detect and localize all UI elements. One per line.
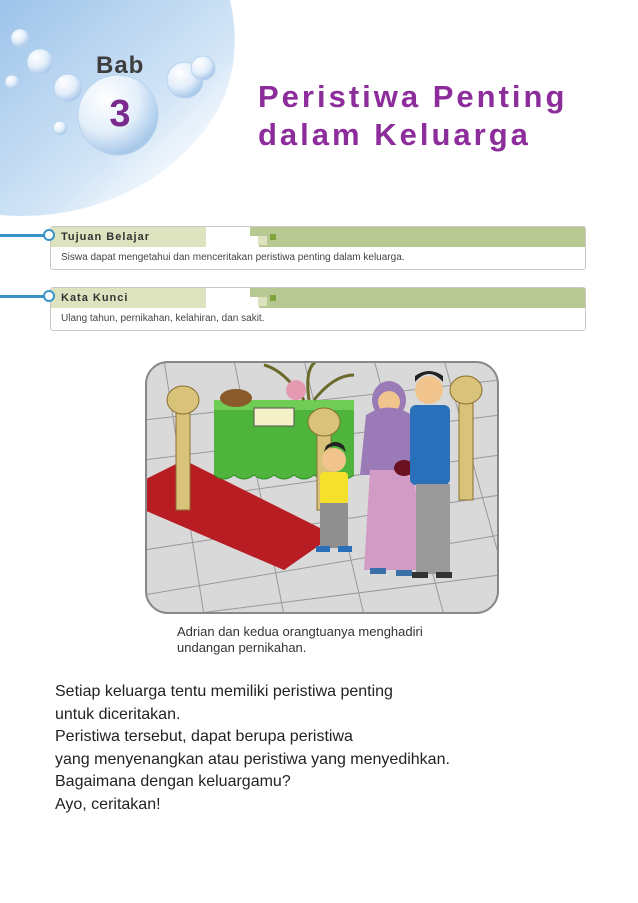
paragraph-line: untuk diceritakan. bbox=[55, 705, 181, 723]
keywords-text: Ulang tahun, pernikahan, kelahiran, dan sakit. bbox=[61, 313, 265, 324]
keywords-heading: Kata Kunci bbox=[51, 288, 206, 308]
page-title bbox=[258, 78, 567, 154]
paragraph-line: Peristiwa tersebut, dapat berupa peristiwa bbox=[55, 728, 353, 745]
ring-bullet-icon bbox=[43, 229, 55, 241]
paragraph-line: Ayo, ceritakan! bbox=[55, 795, 161, 813]
title-line-1: Peristiwa Penting bbox=[258, 79, 568, 114]
caption-line-1: Adrian dan kedua orangtuanya menghadiri bbox=[177, 624, 423, 639]
body-paragraph bbox=[55, 681, 450, 816]
learning-goal-text: Siswa dapat mengetahui dan menceritakan peristiwa penting dalam keluarga. bbox=[61, 252, 405, 263]
family-wedding-illustration bbox=[144, 360, 500, 615]
learning-goal-box bbox=[50, 226, 586, 270]
paragraph-line: yang menyenangkan atau peristiwa yang menyedihkan. bbox=[55, 750, 450, 768]
illustration-caption bbox=[177, 624, 497, 656]
chapter-number: 3 bbox=[109, 93, 131, 135]
ring-bullet-icon bbox=[43, 290, 55, 302]
paragraph-line: Setiap keluarga tentu memiliki peristiwa penting bbox=[55, 683, 393, 700]
learning-goal-heading: Tujuan Belajar bbox=[51, 227, 206, 247]
caption-line-2: undangan pernikahan. bbox=[177, 640, 307, 655]
title-line-2: dalam Keluarga bbox=[258, 117, 531, 152]
keywords-box bbox=[50, 287, 586, 331]
paragraph-line: Bagaimana dengan keluargamu? bbox=[55, 773, 291, 790]
chapter-label: Bab bbox=[96, 52, 145, 79]
